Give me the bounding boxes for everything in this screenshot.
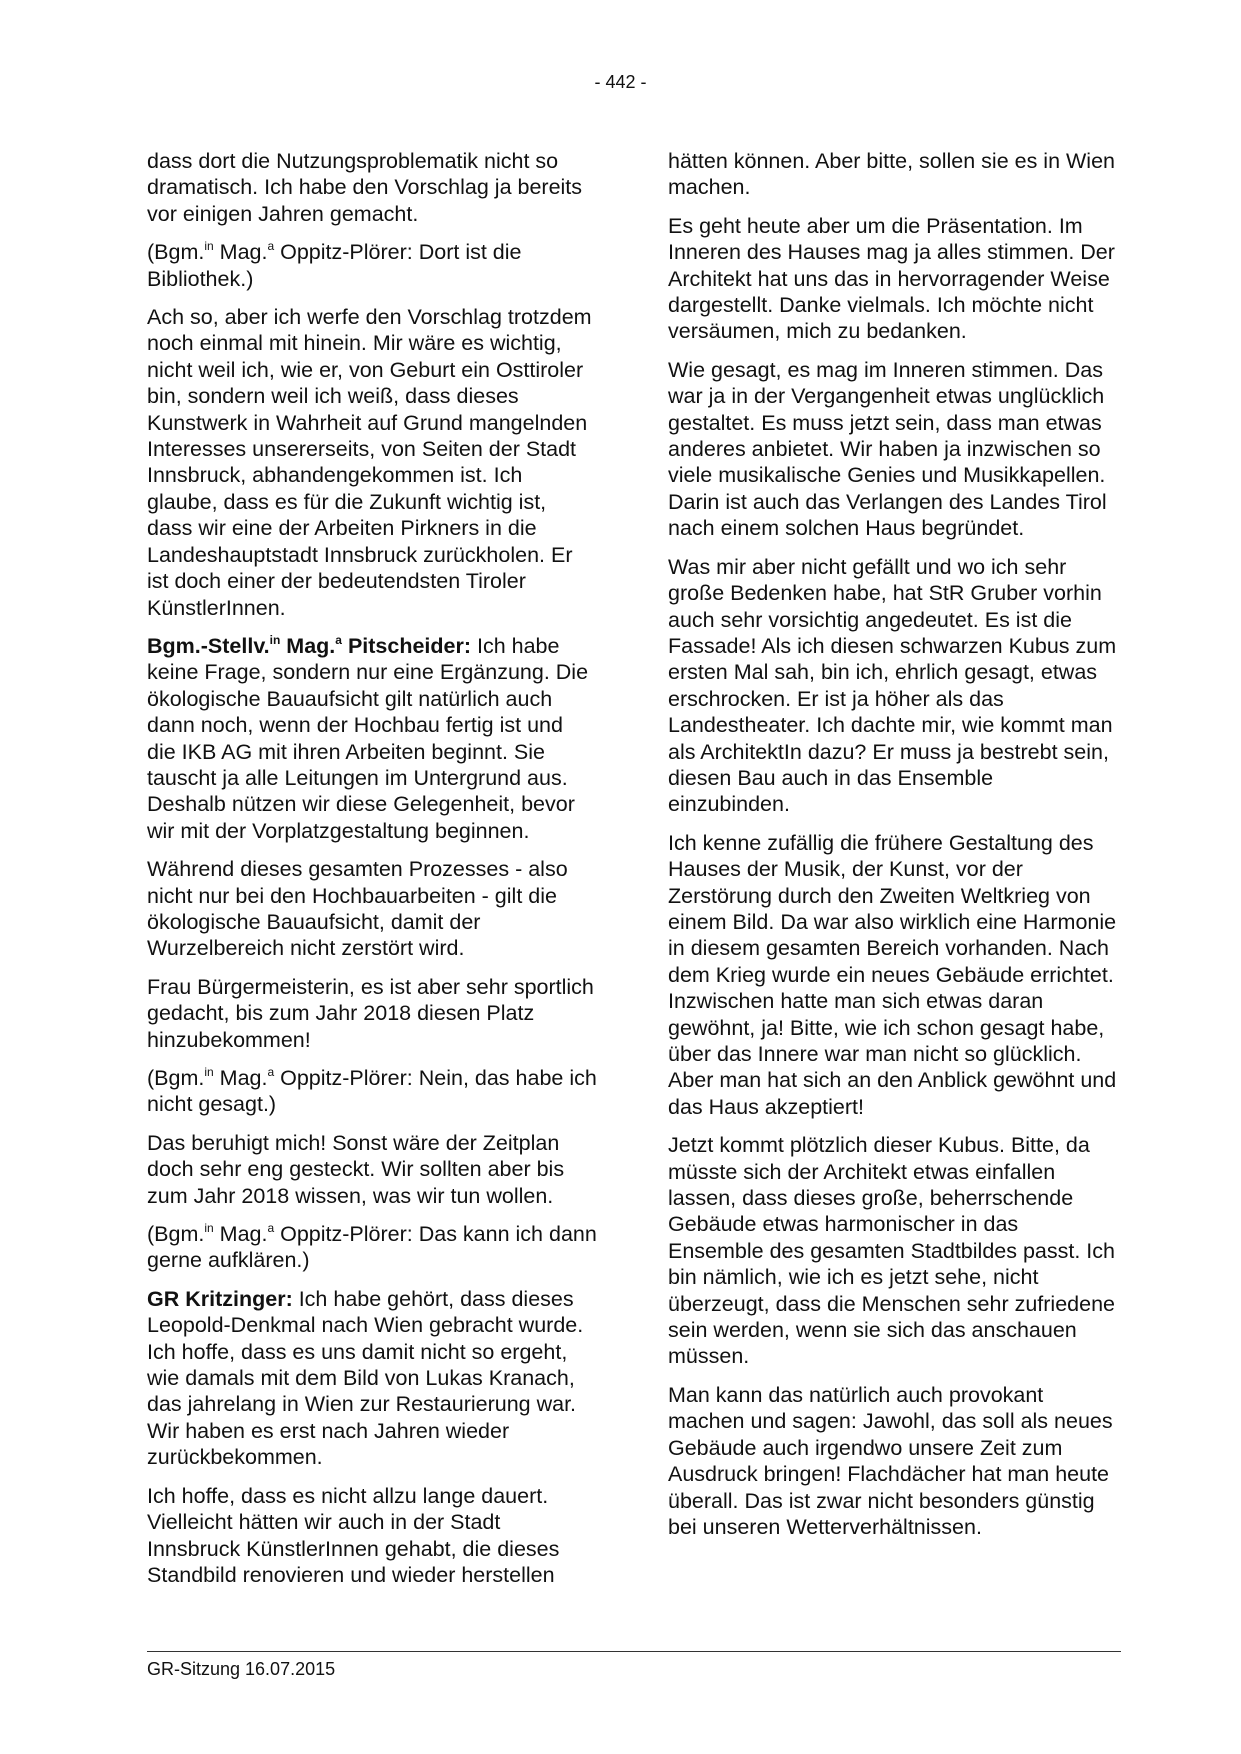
- left-column: [147, 148, 597, 1600]
- paragraph: Das beruhigt mich! Sonst wäre der Zeitplan doch sehr eng gesteckt. Wir sollten aber bis zum Jahr 2018 wissen, was wir tun wollen.: [147, 1130, 565, 1208]
- paragraph: Man kann das natürlich auch provokant machen und sagen: Jawohl, das soll als neues Gebäude auch irgendwo unsere Zeit zum Ausdruck bringen! Flachdächer hat man heute überall. Das ist zwar nicht besonders günstig bei unseren Wetterverhältnissen.: [668, 1382, 1113, 1539]
- paragraph: dass dort die Nutzungsproblematik nicht so dramatisch. Ich habe den Vorschlag ja bereits vor einigen Jahren gemacht.: [147, 149, 583, 226]
- interjection: (Bgm.$^{in}$ Mag.$^a$ Oppitz-Plörer: Das kann ich dann gerne aufklären.): [147, 1221, 597, 1273]
- paragraph: Während dieses gesamten Prozesses - also nicht nur bei den Hochbauarbeiten - gilt die ökologische Bauaufsicht, damit der Wurzelbereich nicht zerstört wird.: [147, 857, 568, 961]
- interjection: (Bgm.$^{in}$ Mag.$^a$ Oppitz-Plörer: Dort ist die Bibliothek.): [147, 239, 522, 291]
- paragraph: Ich hoffe, dass es nicht allzu lange dauert. Vielleicht hätten wir auch in der Stadt Innsbruck KünstlerInnen gehabt, die dieses Standbild renovieren und wieder herstellen: [147, 1483, 560, 1587]
- paragraph: Wie gesagt, es mag im Inneren stimmen. Das war ja in der Vergangenheit etwas unglücklich gestaltet. Es muss jetzt sein, dass man etwas anderes anbietet. Wir haben ja inzwischen so viele musikalische Genies und Musikkapellen. Darin ist auch das Verlangen des Landes Tirol nach einem solchen Haus begründet.: [668, 357, 1107, 541]
- paragraph: Jetzt kommt plötzlich dieser Kubus. Bitte, da müsste sich der Architekt etwas einfallen lassen, dass dieses große, beherrschende Gebäude etwas harmonischer in das Ensemble des gesamten Stadtbildes passt. Ich bin nämlich, wie ich es jetzt sehe, nicht überzeugt, dass die Menschen sehr zufriedene sein werden, wenn sie sich das anschauen müssen.: [668, 1133, 1115, 1369]
- paragraph: hätten können. Aber bitte, sollen sie es in Wien machen.: [668, 149, 1115, 200]
- footer: GR-Sitzung 16.07.2015: [147, 1659, 336, 1679]
- interjection: (Bgm.$^{in}$ Mag.$^a$ Oppitz-Plörer: Nein, das habe ich nicht gesagt.): [147, 1065, 597, 1117]
- paragraph: Ich kenne zufällig die frühere Gestaltung des Hauses der Musik, der Kunst, vor der Zerstörung durch den Zweiten Weltkrieg von einem Bild. Da war also wirklich eine Harmonie in diesem gesamten Bereich vorhanden. Nach dem Krieg wurde ein neues Gebäude errichtet. Inzwischen hatte man sich etwas daran gewöhnt, ja! Bitte, wie ich schon gesagt habe, über das Innere war man nicht so glücklich. Aber man hat sich an den Anblick gewöhnt und das Haus akzeptiert!: [668, 830, 1117, 1119]
- speaker-name: GR Kritzinger:: [147, 1286, 293, 1311]
- right-column: [668, 148, 1118, 1552]
- speaker-paragraph: GR Kritzinger: Ich habe gehört, dass dieses Leopold-Denkmal nach Wien gebracht wurde. Ich hoffe, dass es uns damit nicht so ergeht, wie damals mit dem Bild von Lukas Kranach, das jahrelang in Wien zur Restaurierung war. Wir haben es erst nach Jahren wieder zurückbekommen.: [147, 1286, 584, 1470]
- speaker-name: Bgm.-Stellv.$^{in}$ Mag.$^a$ Pitscheider:: [147, 632, 472, 658]
- footer-divider: [147, 1651, 1121, 1652]
- paragraph: Ach so, aber ich werfe den Vorschlag trotzdem noch einmal mit hinein. Mir wäre es wichtig, nicht weil ich, wie er, von Geburt ein Osttiroler bin, sondern weil ich weiß, dass dieses Kunstwerk in Wahrheit auf Grund mangelnden Interesses unsererseits, von Seiten der Stadt Innsbruck, abhandengekommen ist. Ich glaube, dass es für die Zukunft wichtig ist, dass wir eine der Arbeiten Pirkners in die Landeshauptstadt Innsbruck zurückholen. Er ist doch einer der bedeutendsten Tiroler KünstlerInnen.: [147, 305, 592, 620]
- paragraph: Was mir aber nicht gefällt und wo ich sehr große Bedenken habe, hat StR Gruber vorhin auch sehr vorsichtig angedeutet. Es ist die Fassade! Als ich diesen schwarzen Kubus zum ersten Mal sah, bin ich, ehrlich gesagt, etwas erschrocken. Er ist ja höher als das Landestheater. Ich dachte mir, wie kommt man als ArchitektIn dazu? Er muss ja bestrebt sein, diesen Bau auch in das Ensemble einzubinden.: [668, 554, 1117, 817]
- paragraph: Es geht heute aber um die Präsentation. Im Inneren des Hauses mag ja alles stimmen. Der Architekt hat uns das in hervorragender Weise dargestellt. Danke vielmals. Ich möchte nicht versäumen, mich zu bedanken.: [668, 213, 1115, 344]
- paragraph: Frau Bürgermeisterin, es ist aber sehr sportlich gedacht, bis zum Jahr 2018 diesen Platz hinzubekommen!: [147, 974, 594, 1052]
- speaker-paragraph: Bgm.-Stellv.$^{in}$ Mag.$^a$ Pitscheider: Ich habe keine Frage, sondern nur eine Ergänzung. Die ökologische Bauaufsicht gilt natürlich auch dann noch, wenn der Hochbau fertig ist und die IKB AG mit ihren Arbeiten beginnt. Sie tauscht ja alle Leitungen im Untergrund aus. Deshalb nützen wir diese Gelegenheit, bevor wir mit der Vorplatzgestaltung beginnen.: [147, 632, 589, 843]
- page-number: - 442 -: [594, 72, 647, 92]
